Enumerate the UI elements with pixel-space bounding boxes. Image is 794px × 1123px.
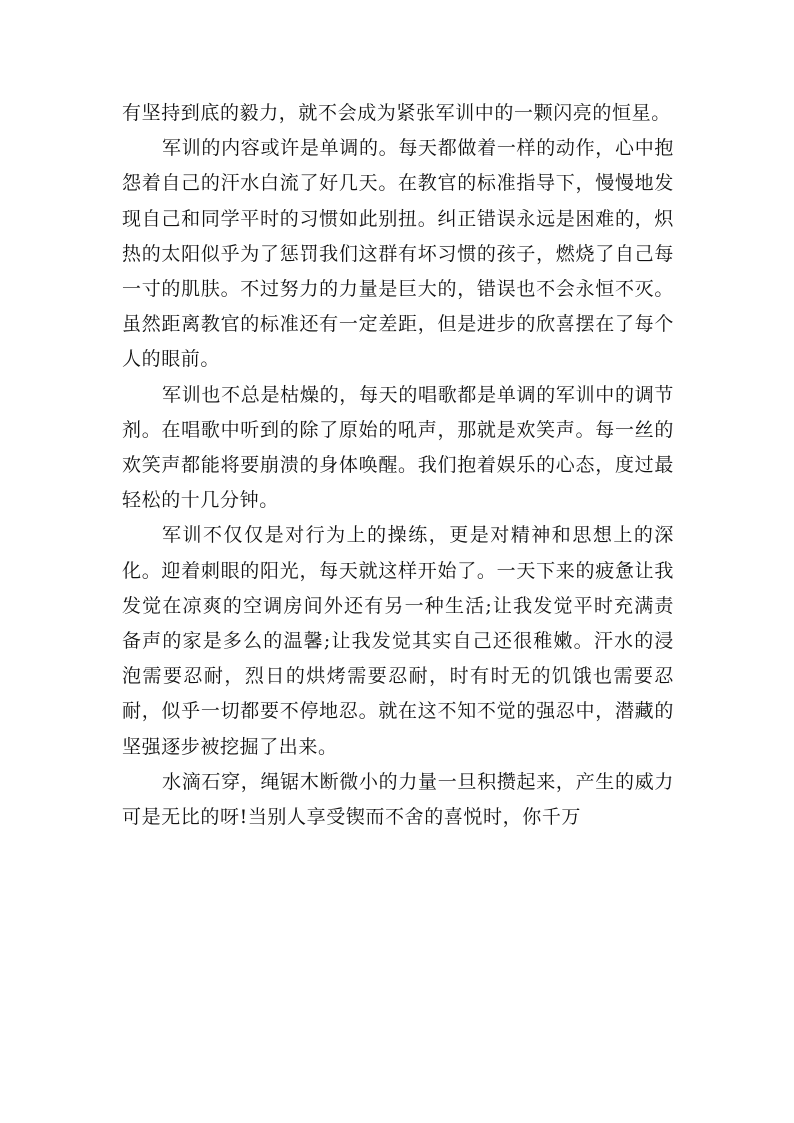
document-body	[122, 96, 674, 835]
paragraph-monotony: 军训的内容或许是单调的。每天都做着一样的动作，心中抱怨着自己的汗水白流了好几天。在教官的标准指导下，慢慢地发现自己和同学平时的习惯如此别扭。纠正错误永远是困难的，炽热的太阳似乎为了惩罚我们这群有坏习惯的孩子，燃烧了自己每一寸的肌肤。不过努力的力量是巨大的，错误也不会永恒不灭。虽然距离教官的标准还有一定差距，但是进步的欣喜摆在了每个人的眼前。	[122, 137, 674, 371]
paragraph-singing: 军训也不总是枯燥的，每天的唱歌都是单调的军训中的调节剂。在唱歌中听到的除了原始的吼声，那就是欢笑声。每一丝的欢笑声都能将要崩溃的身体唤醒。我们抱着娱乐的心态，度过最轻松的十几分钟。	[122, 383, 674, 512]
paragraph-endurance: 军训不仅仅是对行为上的操练，更是对精神和思想上的深化。迎着刺眼的阳光，每天就这样开始了。一天下来的疲惫让我发觉在凉爽的空调房间外还有另一种生活;让我发觉平时充满责备声的家是多么的温馨;让我发觉其实自己还很稚嫩。汗水的浸泡需要忍耐，烈日的烘烤需要忍耐，时有时无的饥饿也需要忍耐，似乎一切都要不停地忍。就在这不知不觉的强忍中，潜藏的坚强逐步被挖掘了出来。	[122, 524, 674, 758]
paragraph-continued: 有坚持到底的毅力，就不会成为紧张军训中的一颗闪亮的恒星。	[122, 102, 671, 124]
paragraph-perseverance: 水滴石穿，绳锯木断微小的力量一旦积攒起来，产生的威力可是无比的呀!当别人享受锲而不舍的喜悦时，你千万	[122, 770, 674, 829]
